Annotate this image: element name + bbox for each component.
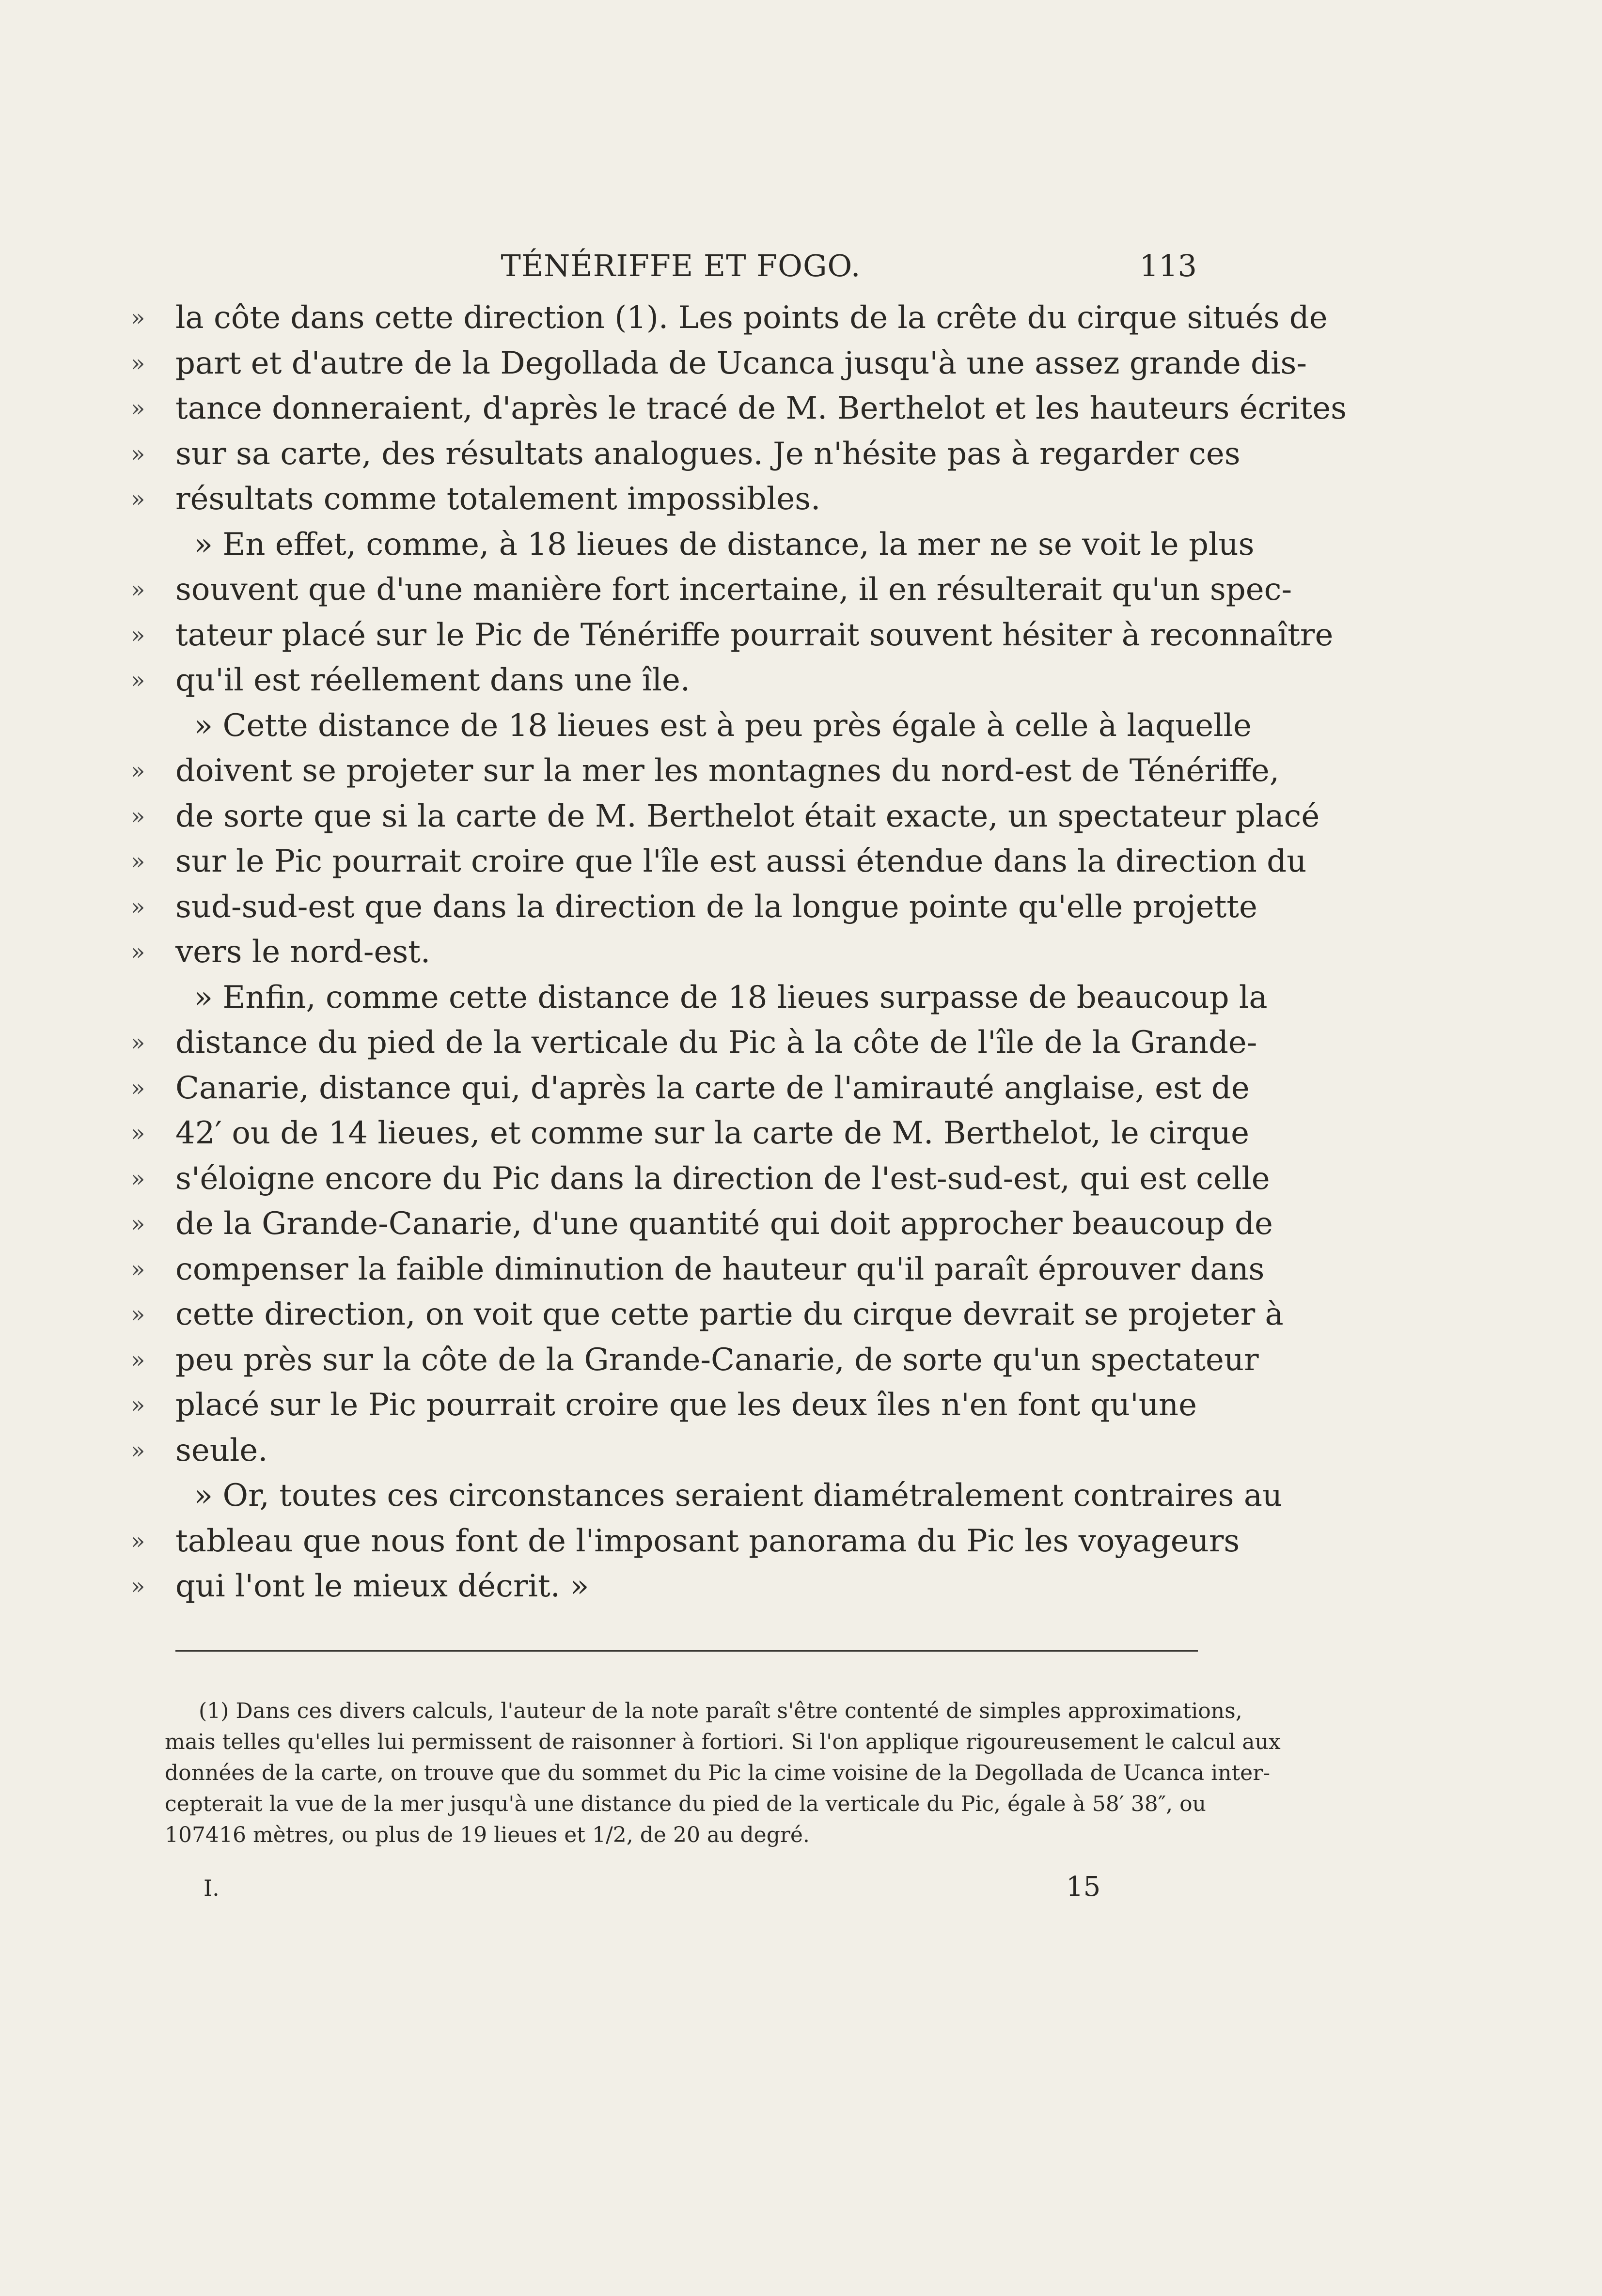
text-line xyxy=(131,1473,1283,1519)
text-line xyxy=(131,930,1197,975)
line-text: tableau que nous font de l'imposant panorama du Pic les voyageurs xyxy=(175,1523,1240,1559)
line-text: peu près sur la côte de la Grande-Canarie, de sorte qu'un spectateur xyxy=(175,1342,1259,1378)
text-line xyxy=(131,1066,1250,1111)
footnote-rule xyxy=(175,1650,1198,1652)
quote-mark: » xyxy=(131,1210,145,1237)
text-line xyxy=(131,432,1241,477)
quote-mark: » xyxy=(131,667,145,694)
quote-mark: » xyxy=(131,1437,145,1464)
text-line xyxy=(131,1247,1265,1293)
quote-mark: » xyxy=(131,395,145,422)
text-line xyxy=(131,1111,1249,1156)
quote-mark: » xyxy=(131,802,145,830)
line-text: sud-sud-est que dans la direction de la longue pointe qu'elle projette xyxy=(175,889,1257,925)
quote-mark: » xyxy=(131,848,145,875)
quote-mark: » xyxy=(131,576,145,603)
line-text: doivent se projeter sur la mer les montagnes du nord-est de Ténériffe, xyxy=(175,753,1280,789)
sheet-number: 15 xyxy=(1066,1871,1101,1903)
quote-mark: » xyxy=(131,938,145,966)
line-text: résultats comme totalement impossibles. xyxy=(175,481,821,517)
quote-mark: » xyxy=(131,1346,145,1374)
text-line xyxy=(131,341,1307,387)
line-text: 42′ ou de 14 lieues, et comme sur la carte de M. Berthelot, le cirque xyxy=(175,1115,1249,1151)
footnote-line: (1) Dans ces divers calculs, l'auteur de la note paraît s'être contenté de simples approximations, xyxy=(199,1699,1242,1723)
text-line xyxy=(131,477,1197,522)
line-text: tance donneraient, d'après le tracé de M. Berthelot et les hauteurs écrites xyxy=(175,390,1347,426)
page-header xyxy=(165,237,1197,291)
text-line xyxy=(131,794,1320,840)
footnote-line: données de la carte, on trouve que du sommet du Pic la cime voisine de la Degollada de Ucanca inter- xyxy=(165,1761,1271,1785)
text-line xyxy=(131,1020,1257,1066)
line-text: Canarie, distance qui, d'après la carte de l'amirauté anglaise, est de xyxy=(175,1070,1250,1106)
line-text: compenser la faible diminution de hauteur qu'il paraît éprouver dans xyxy=(175,1251,1265,1287)
quote-mark: » xyxy=(131,757,145,784)
line-text: distance du pied de la verticale du Pic à la côte de l'île de la Grande- xyxy=(175,1025,1257,1061)
text-line xyxy=(131,703,1252,749)
quote-mark: » xyxy=(131,1029,145,1056)
text-line xyxy=(131,1292,1284,1338)
line-text: cette direction, on voit que cette partie du cirque devrait se projeter à xyxy=(175,1296,1284,1332)
quote-mark: » xyxy=(131,893,145,921)
text-line xyxy=(131,1338,1259,1383)
quote-mark: » xyxy=(131,1573,145,1600)
text-line xyxy=(131,1202,1273,1247)
line-text: sur le Pic pourrait croire que l'île est aussi étendue dans la direction du xyxy=(175,843,1307,879)
quote-mark: » xyxy=(131,349,145,377)
line-text: la côte dans cette direction (1). Les points de la crête du cirque situés de xyxy=(175,300,1328,336)
line-text: placé sur le Pic pourrait croire que les deux îles n'en font qu'une xyxy=(175,1387,1197,1423)
quote-mark: » xyxy=(131,1165,145,1192)
text-line xyxy=(131,749,1280,794)
text-line xyxy=(131,386,1347,432)
quote-mark: » xyxy=(131,621,145,649)
line-text: qu'il est réellement dans une île. xyxy=(175,662,691,698)
quote-mark: » xyxy=(131,1074,145,1102)
line-text: de sorte que si la carte de M. Berthelot était exacte, un spectateur placé xyxy=(175,798,1320,834)
text-line xyxy=(131,658,1197,703)
line-text: » Or, toutes ces circonstances seraient diamétralement contraires au xyxy=(194,1478,1283,1514)
line-text: sur sa carte, des résultats analogues. Je n'hésite pas à regarder ces xyxy=(175,436,1241,472)
line-text: » Cette distance de 18 lieues est à peu près égale à celle à laquelle xyxy=(194,707,1252,744)
quote-mark: » xyxy=(131,485,145,513)
text-line xyxy=(131,522,1255,568)
footnote-line: 107416 mètres, ou plus de 19 lieues et 1/2, de 20 au degré. xyxy=(165,1823,810,1847)
line-text: part et d'autre de la Degollada de Ucanca jusqu'à une assez grande dis- xyxy=(175,345,1307,381)
text-line xyxy=(131,1428,1197,1474)
text-line xyxy=(131,975,1268,1021)
line-text: seule. xyxy=(175,1432,268,1468)
text-line xyxy=(131,1519,1240,1564)
page-number: 113 xyxy=(1139,248,1197,283)
quote-mark: » xyxy=(131,1255,145,1283)
quote-mark: » xyxy=(131,1527,145,1555)
text-line xyxy=(131,1383,1197,1428)
text-line xyxy=(131,839,1307,885)
footnote xyxy=(165,1696,1281,1851)
text-line xyxy=(131,296,1328,341)
body-text xyxy=(131,296,1347,1609)
footnote-line: mais telles qu'elles lui permissent de raisonner à fortiori. Si l'on applique rigoureusement le calcul aux xyxy=(165,1730,1281,1754)
line-text: » En effet, comme, à 18 lieues de distance, la mer ne se voit le plus xyxy=(194,526,1255,562)
line-text: » Enfin, comme cette distance de 18 lieues surpasse de beaucoup la xyxy=(194,979,1268,1015)
line-text: tateur placé sur le Pic de Ténériffe pourrait souvent hésiter à reconnaître xyxy=(175,617,1334,653)
line-text: s'éloigne encore du Pic dans la direction de l'est-sud-est, qui est celle xyxy=(175,1160,1270,1197)
text-line xyxy=(131,613,1334,658)
text-line xyxy=(131,885,1257,930)
line-text: de la Grande-Canarie, d'une quantité qui doit approcher beaucoup de xyxy=(175,1206,1273,1242)
quote-mark: » xyxy=(131,1120,145,1147)
line-text: vers le nord-est. xyxy=(175,934,431,970)
text-line xyxy=(131,1156,1270,1202)
text-line xyxy=(131,1564,1197,1609)
footnote-line: cepterait la vue de la mer jusqu'à une distance du pied de la verticale du Pic, égale à 58′ 38″, ou xyxy=(165,1792,1206,1816)
line-text: souvent que d'une manière fort incertaine, il en résulterait qu'un spec- xyxy=(175,572,1292,608)
text-line xyxy=(131,567,1292,613)
quote-mark: » xyxy=(131,440,145,468)
signature-mark: I. xyxy=(204,1875,220,1901)
quote-mark: » xyxy=(131,304,145,331)
running-title: TÉNÉRIFFE ET FOGO. xyxy=(501,248,861,283)
quote-mark: » xyxy=(131,1301,145,1328)
quote-mark: » xyxy=(131,1391,145,1419)
line-text: qui l'ont le mieux décrit. » xyxy=(175,1568,589,1604)
